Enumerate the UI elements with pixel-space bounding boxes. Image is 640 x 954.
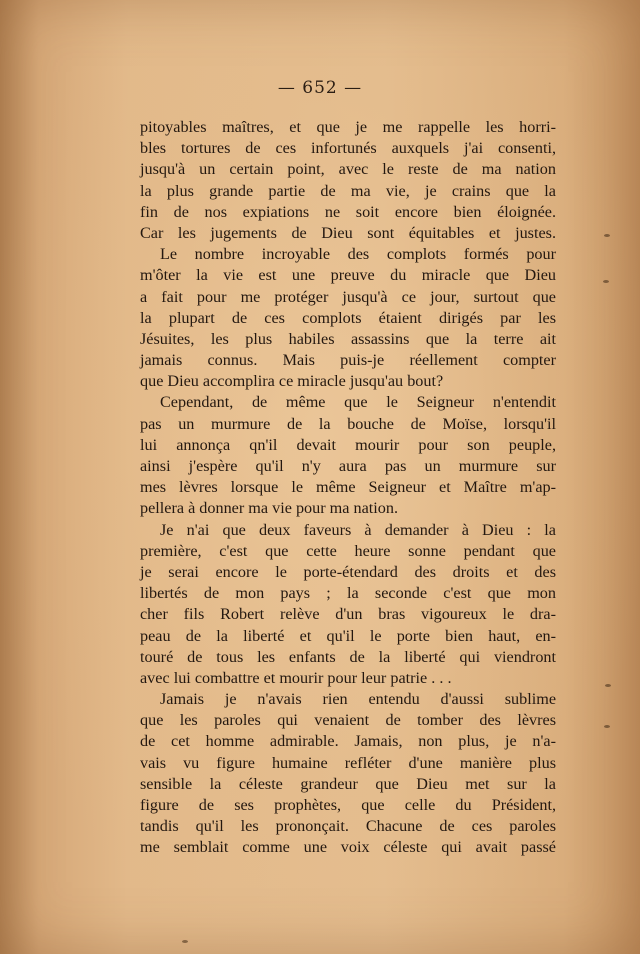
text-line: bles tortures de ces infortunés auxquels j'ai consenti, — [140, 139, 556, 158]
page-number: — 652 — — [277, 78, 363, 98]
text-line: jamais connus. Mais puis-je réellement compter — [140, 351, 556, 370]
text-line: mes lèvres lorsque le même Seigneur et Maître m'ap- — [140, 478, 556, 497]
paper-speck — [604, 725, 610, 728]
text-line: la plus grande partie de ma vie, je crains que la — [140, 181, 556, 200]
text-line: fin de nos expiations ne soit encore bien éloignée. — [140, 202, 556, 221]
text-line: me semblait comme une voix céleste qui avait passé — [140, 838, 556, 857]
text-line: tandis qu'il les prononçait. Chacune de ces paroles — [140, 817, 556, 836]
text-line: avec lui combattre et mourir pour leur patrie . . . — [140, 668, 452, 687]
text-line: jusqu'à un certain point, avec le reste de ma nation — [140, 160, 556, 179]
text-line: que Dieu accomplira ce miracle jusqu'au bout? — [140, 372, 444, 391]
paper-speck — [605, 684, 611, 687]
paper-speck — [604, 234, 610, 237]
text-line: que les paroles qui venaient de tomber des lèvres — [140, 711, 556, 730]
text-line: figure de ses prophètes, que celle du Président, — [140, 796, 556, 814]
text-line: sensible la céleste grandeur que Dieu met sur la — [140, 774, 556, 793]
text-line: touré de tous les enfants de la liberté qui viendront — [140, 647, 556, 666]
text-line: m'ôter la vie est une preuve du miracle que Dieu — [140, 266, 556, 285]
text-line: Jamais je n'avais rien entendu d'aussi sublime — [160, 690, 556, 709]
paper-speck — [603, 280, 609, 283]
body-text — [140, 117, 556, 859]
text-line: de cet homme admirable. Jamais, non plus, je n'a- — [140, 732, 556, 751]
text-line: je serai encore le porte-étendard des droits et des — [140, 562, 556, 581]
text-line: peau de la liberté et qu'il le porte bien haut, en- — [140, 626, 556, 645]
paper-speck — [182, 940, 188, 943]
text-line: pitoyables maîtres, et que je me rappelle les horri- — [140, 118, 556, 136]
text-line: Car les jugements de Dieu sont équitables et justes. — [140, 223, 556, 242]
text-line: libertés de mon pays ; la seconde c'est que mon — [140, 584, 556, 603]
text-line: pellera à donner ma vie pour ma nation. — [140, 499, 399, 518]
text-line: Cependant, de même que le Seigneur n'entendit — [160, 393, 556, 412]
text-line: cher fils Robert relève d'un bras vigoureux le dra- — [140, 605, 556, 624]
text-line: pas un murmure de la bouche de Moïse, lorsqu'il — [140, 414, 556, 433]
text-line: vais vu figure humaine refléter d'une manière plus — [140, 753, 556, 772]
text-line: lui annonça qn'il devait mourir pour son peuple, — [140, 435, 556, 454]
text-line: première, c'est que cette heure sonne pendant que — [140, 541, 556, 560]
text-line: Le nombre incroyable des complots formés pour — [160, 245, 556, 264]
text-line: la plupart de ces complots étaient dirigés par les — [140, 308, 556, 327]
text-line: Je n'ai que deux faveurs à demander à Dieu : la — [160, 520, 556, 539]
text-line: ainsi j'espère qu'il n'y aura pas un murmure sur — [140, 457, 556, 475]
text-line: a fait pour me protéger jusqu'à ce jour, surtout que — [140, 287, 556, 306]
text-line: Jésuites, les plus habiles assassins que la terre ait — [140, 329, 556, 348]
